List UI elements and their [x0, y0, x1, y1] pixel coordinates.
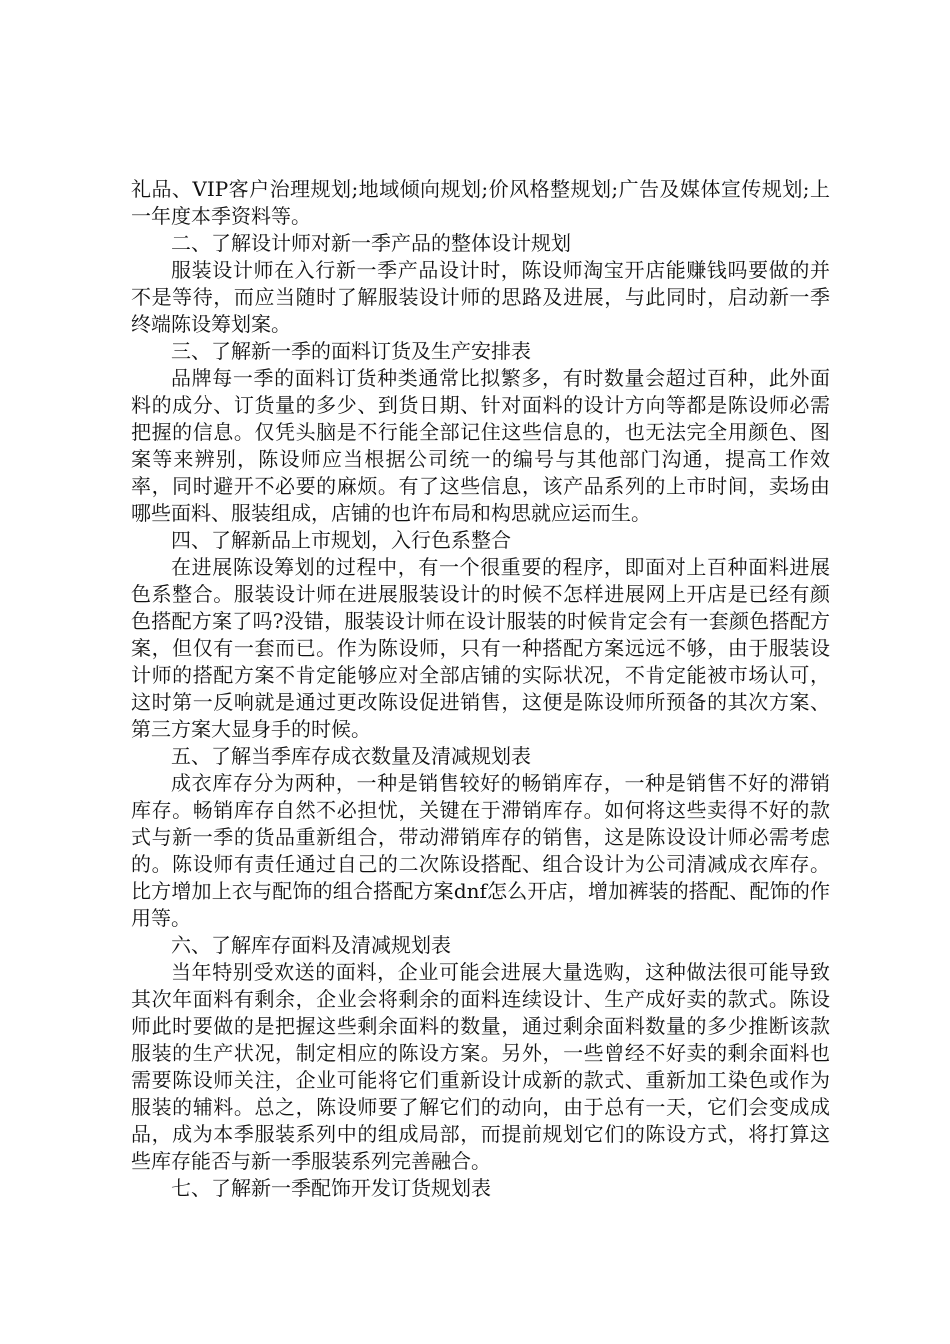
paragraph-section-4: 在进展陈设筹划的过程中，有一个很重要的程序，即面对上百种面料进展色系整合。服装设计师在进展服装设计的时候不怎样进展网上开店是已经有颜色搭配方案了吗?没错，服装设计师在设计服装的时候肯定会有一套颜色搭配方案，但仅有一套而已。作为陈设师，只有一种搭配方案远远不够，由于服装设计师的搭配方案不肯定能够应对全部店铺的实际状况，不肯定能被市场认可，这时第一反响就是通过更改陈设促进销售，这便是陈设师所预备的其次方案、第三方案大显身手的时候。	[131, 555, 830, 741]
section-heading-2: 二、了解设计师对新一季产品的整体设计规划	[171, 231, 571, 255]
paragraph-intro: 礼品、VIP客户治理规划;地域倾向规划;价风格整规划;广告及媒体宣传规划;上一年度本季资料等。	[131, 177, 830, 228]
section-heading-6: 六、了解库存面料及清减规划表	[171, 933, 451, 957]
paragraph-section-2: 服装设计师在入行新一季产品设计时，陈设师淘宝开店能赚钱吗要做的并不是等待，而应当随时了解服装设计师的思路及进展，与此同时，启动新一季终端陈设筹划案。	[131, 258, 830, 336]
paragraph-section-6: 当年特别受欢送的面料，企业可能会进展大量选购，这种做法很可能导致其次年面料有剩余，企业会将剩余的面料连续设计、生产成好卖的款式。陈设师此时要做的是把握这些剩余面料的数量，通过剩余面料数量的多少推断该款服装的生产状况，制定相应的陈设方案。另外，一些曾经不好卖的剩余面料也需要陈设师关注，企业可能将它们重新设计成新的款式、重新加工染色或作为服装的辅料。总之，陈设师要了解它们的动向，由于总有一天，它们会变成成品，成为本季服装系列中的组成局部，而提前规划它们的陈设方式，将打算这些库存能否与新一季服装系列完善融合。	[131, 960, 830, 1173]
paragraph-section-3: 品牌每一季的面料订货种类通常比拟繁多，有时数量会超过百种，此外面料的成分、订货量的多少、到货日期、针对面料的设计方向等都是陈设师必需把握的信息。仅凭头脑是不行能全部记住这些信息的，也无法完全用颜色、图案等来辨别，陈设师应当根据公司统一的编号与其他部门沟通，提高工作效率，同时避开不必要的麻烦。有了这些信息，该产品系列的上市时间，卖场由哪些面料、服装组成，店铺的也许布局和构思就应运而生。	[131, 366, 830, 525]
section-heading-7: 七、了解新一季配饰开发订货规划表	[171, 1176, 491, 1200]
section-heading-4: 四、了解新品上市规划，入行色系整合	[171, 528, 511, 552]
section-heading-3: 三、了解新一季的面料订货及生产安排表	[171, 339, 531, 363]
section-heading-5: 五、了解当季库存成衣数量及清减规划表	[171, 744, 531, 768]
document-body	[131, 176, 830, 1202]
paragraph-section-5: 成衣库存分为两种，一种是销售较好的畅销库存，一种是销售不好的滞销库存。畅销库存自然不必担忧，关键在于滞销库存。如何将这些卖得不好的款式与新一季的货品重新组合，带动滞销库存的销售，这是陈设设计师必需考虑的。陈设师有责任通过自己的二次陈设搭配、组合设计为公司清减成衣库存。比方增加上衣与配饰的组合搭配方案dnf怎么开店，增加裤装的搭配、配饰的作用等。	[131, 771, 830, 930]
